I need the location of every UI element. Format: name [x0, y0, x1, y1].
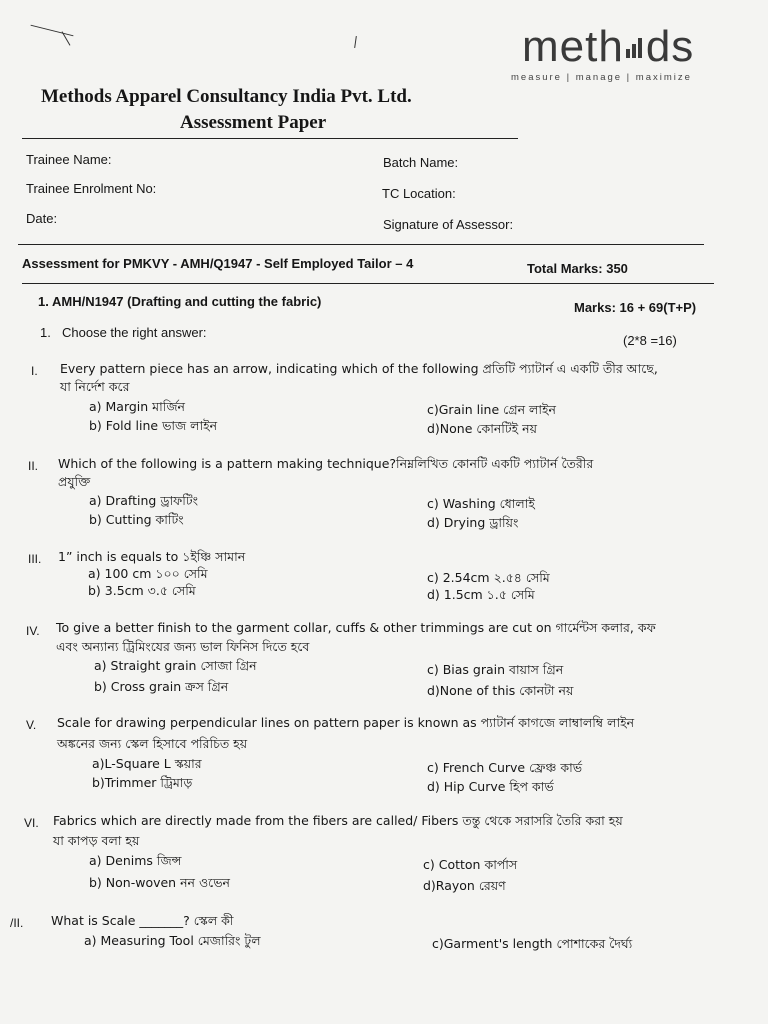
- logo-bars-icon: [625, 33, 645, 61]
- option-a: a)L-Square L স্কয়ার: [92, 756, 202, 771]
- question-number: III.: [28, 552, 42, 566]
- option-d: d)None কোনটিই নয়: [427, 421, 537, 436]
- option-d: d)None of this কোনটা নয়: [427, 683, 574, 698]
- company-name: Methods Apparel Consultancy India Pvt. Ltd.: [41, 86, 412, 107]
- total-marks: Total Marks: 350: [527, 261, 628, 276]
- question-text-cont: অঙ্কনের জন্য স্কেল হিসাবে পরিচিত হয়: [57, 736, 248, 751]
- option-c: c) 2.54cm ২.৫৪ সেমি: [427, 570, 550, 585]
- question-text-cont: যা কাপড় বলা হয়: [53, 833, 140, 848]
- option-b: b) Non-woven নন ওভেন: [89, 875, 230, 890]
- trainee-name-label: Trainee Name:: [26, 152, 112, 167]
- paper-title: Assessment Paper: [180, 112, 327, 133]
- logo-text-left: meth: [522, 22, 624, 71]
- question-text-cont: যা নির্দেশ করে: [60, 379, 130, 394]
- option-d: d)Rayon রেয়ণ: [423, 878, 506, 893]
- pen-mark-tick: [354, 36, 357, 48]
- question-text: 1” inch is equals to ১ইঞ্চি সামান: [58, 549, 246, 564]
- option-c: c) Bias grain বায়াস গ্রিন: [427, 662, 564, 677]
- option-b: b) 3.5cm ৩.৫ সেমি: [88, 583, 196, 598]
- fields-divider: [18, 244, 704, 245]
- batch-name-label: Batch Name:: [383, 155, 459, 170]
- assessment-divider: [22, 283, 714, 284]
- question-text: Scale for drawing perpendicular lines on pattern paper is known as প্যাটার্ন কাগজে লাম্বালম্বি লাইন: [57, 715, 635, 730]
- option-d: d) Hip Curve হিপ কার্ভ: [427, 779, 554, 794]
- question-text-cont: প্রযুক্তি: [58, 474, 91, 489]
- section-marks: Marks: 16 + 69(T+P): [574, 300, 697, 315]
- instruction-number: 1.: [40, 325, 51, 340]
- title-underline: [22, 138, 518, 139]
- question-text: Which of the following is a pattern making technique?নিম্নলিখিত কোনটি একটি প্যাটার্ন তৈরীর: [58, 456, 594, 471]
- option-c: c)Grain line গ্রেন লাইন: [427, 402, 556, 417]
- option-c: c) Cotton কার্পাস: [423, 857, 518, 872]
- tc-location-label: TC Location:: [382, 186, 456, 201]
- option-b: b)Trimmer ট্রিমাড়: [92, 775, 193, 790]
- question-number: VI.: [24, 816, 39, 830]
- question-text-cont: এবং অন্যান্য ট্রিমিংযের জন্য ভাল ফিনিস দিতে হবে: [56, 639, 310, 654]
- question-number: V.: [26, 718, 37, 732]
- option-d: d) 1.5cm ১.৫ সেমি: [427, 587, 535, 602]
- option-c: c)Garment's length পোশাকের দৈর্ঘ্য: [432, 936, 633, 951]
- question-number: /II.: [10, 916, 24, 930]
- logo-text-right: ds: [645, 22, 695, 71]
- option-a: a) Measuring Tool মেজারিং টুল: [84, 933, 261, 948]
- enrolment-label: Trainee Enrolment No:: [26, 181, 157, 196]
- section-heading: 1. AMH/N1947 (Drafting and cutting the fabric): [38, 294, 322, 309]
- option-a: a) Margin মার্জিন: [89, 399, 185, 414]
- question-number: I.: [31, 364, 38, 378]
- option-c: c) Washing ধোলাই: [427, 496, 535, 511]
- methods-logo: [522, 22, 694, 72]
- question-text: What is Scale _______? স্কেল কী: [51, 913, 234, 928]
- instruction-text: Choose the right answer:: [62, 325, 207, 340]
- question-text: To give a better finish to the garment collar, cuffs & other trimmings are cut on গার্মেন্টস কলার, কফ: [56, 620, 656, 635]
- assessment-title: Assessment for PMKVY - AMH/Q1947 - Self Employed Tailor – 4: [22, 256, 414, 271]
- question-text: Every pattern piece has an arrow, indicating which of the following প্রতিটি প্যাটার্ন এ একটি তীর আছে,: [60, 361, 658, 376]
- option-b: b) Fold line ভাজ লাইন: [89, 418, 218, 433]
- option-a: a) Straight grain সোজা গ্রিন: [94, 658, 257, 673]
- question-number: IV.: [26, 624, 40, 638]
- question-text: Fabrics which are directly made from the fibers are called/ Fibers তন্তু থেকে সরাসরি তৈরি করা হয়: [53, 813, 623, 828]
- option-a: a) 100 cm ১০০ সেমি: [88, 566, 208, 581]
- option-b: b) Cross grain ক্রস গ্রিন: [94, 679, 229, 694]
- date-label: Date:: [26, 211, 58, 226]
- option-a: a) Denims জিন্স: [89, 853, 182, 868]
- logo-tagline: measure | manage | maximize: [511, 72, 692, 83]
- option-a: a) Drafting ড্রাফটিং: [89, 493, 199, 508]
- signature-label: Signature of Assessor:: [383, 217, 514, 232]
- option-d: d) Drying ড্রায়িং: [427, 515, 519, 530]
- instruction-marks: (2*8 =16): [623, 333, 677, 348]
- option-b: b) Cutting কাটিং: [89, 512, 184, 527]
- question-number: II.: [28, 459, 39, 473]
- option-c: c) French Curve ফ্রেঞ্চ কার্ভ: [427, 760, 583, 775]
- pen-mark-stroke: [31, 25, 74, 37]
